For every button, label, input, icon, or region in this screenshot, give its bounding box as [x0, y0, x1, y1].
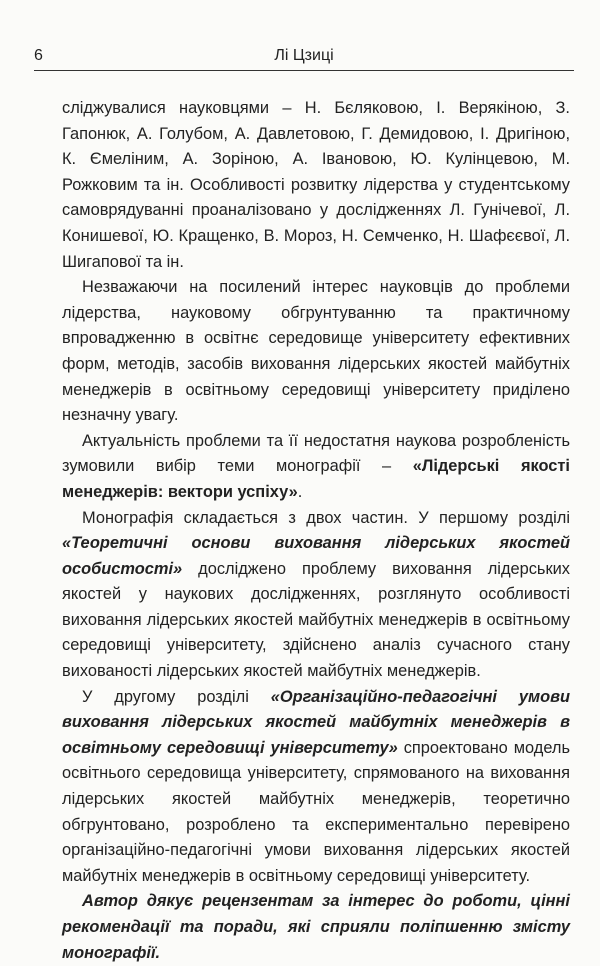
paragraph-text: У другому розділі: [82, 687, 271, 706]
paragraph-text: .: [297, 482, 303, 501]
paragraph-text: Монографія складається з двох частин. У першому розділі: [82, 508, 570, 527]
paragraph-text: Актуальність проблеми та її недостатня наукова розробленість зумовили вибір теми монографії –: [62, 431, 570, 476]
paragraph-part-one: [62, 506, 570, 685]
paragraph-part-two: [62, 685, 570, 890]
chapter-two-title: «Організаційно-педагогічні умови виховання лідерських якостей майбутніх менеджерів в освітньому середовищі університету»: [62, 687, 570, 757]
monograph-title: «Лідерські якості менеджерів: вектори успіху»: [62, 457, 570, 501]
page-header: [34, 46, 574, 71]
paragraph-relevance: [62, 429, 570, 506]
paragraph-text: спроектовано модель освітнього середовища університету, спрямованого на виховання лідерських якостей майбутніх менеджерів, теоретично обгрунтовано, розроблено та експериментально перевірено організаційно-педагогічні умови виховання лідерських якостей майбутніх менеджерів в освітньому середовищі університету.: [62, 738, 570, 885]
paragraph-researchers: [62, 96, 570, 275]
page-number: 6: [34, 47, 43, 64]
paragraph-acknowledgement: [62, 889, 570, 966]
paragraph-interest: [62, 275, 570, 429]
paragraph-text: сліджувалися науковцями – Н. Бєляковою, І. Верякіною, З. Гапонюк, А. Голубом, А. Давлетовою, Г. Демидовою, І. Дригіною, К. Ємеліним, А. Зоріною, А. Івановою, Ю. Кулінцевою, М. Рожковим та ін. Особливості розвитку лідерства у студентському самоврядуванні проаналізовано у дослідженнях Л. Гунічевої, Л. Конишевої, Ю. Кращенко, В. Мороз, Н. Семченко, Н. Шафєєвої, Л. Шигапової та ін.: [62, 99, 570, 271]
running-title: Лі Цзиці: [274, 47, 334, 64]
paragraph-text: досліджено проблему виховання лідерських якостей у наукових дослідженнях, розглянуто особливості виховання лідерських якостей майбутніх менеджерів в освітньому середовищі університету, здійснено аналіз сучасного стану вихованості лідерських якостей майбутніх менеджерів.: [62, 559, 570, 681]
page-body: [62, 96, 570, 966]
chapter-one-title: «Теоретичні основи виховання лідерських якостей особистості»: [62, 534, 570, 578]
paragraph-text: Незважаючи на посилений інтерес науковців до проблеми лідерства, науковому обгрунтуванню та практичному впровадженню в освітнє середовище університету ефективних форм, методів, засобів виховання лідерських якостей майбутніх менеджерів в освітньому середовищі університету приділено незначну увагу.: [62, 278, 570, 425]
acknowledgement-text: Автор дякує рецензентам за інтерес до роботи, цінні рекомендації та поради, які сприяли поліпшенню змісту монографії.: [62, 892, 570, 962]
